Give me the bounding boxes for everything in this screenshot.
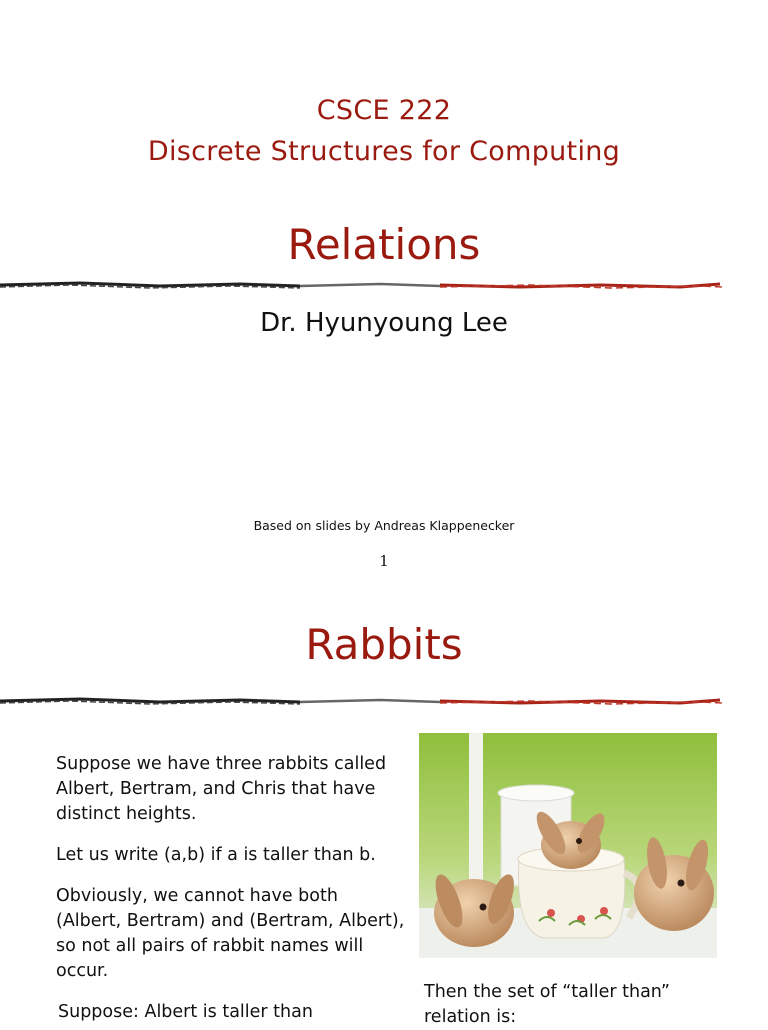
credit-note: Based on slides by Andreas Klappenecker (253, 518, 515, 533)
paragraph: Suppose: Albert is taller than (58, 1002, 313, 1022)
paragraph: Let us write (a,b) if a is taller than b. (56, 845, 376, 865)
slide-title: Relations (287, 220, 481, 269)
page-number: 1 (379, 552, 389, 570)
author-name: Dr. Hyunyoung Lee (260, 308, 508, 338)
divider-rule (0, 692, 768, 712)
divider-rule (0, 276, 768, 296)
rabbits-slide (0, 584, 768, 1027)
paragraph: Suppose we have three rabbits called Albert, Bertram, and Chris that have distinct heights. (56, 754, 387, 824)
photo-caption: Then the set of “taller than” relation is: (424, 982, 670, 1027)
paragraph: Obviously, we cannot have both (Albert, Bertram) and (Bertram, Albert), so not all pairs of rabbit names will occur. (56, 886, 405, 981)
course-name: Discrete Structures for Computing (147, 136, 621, 167)
rabbits-photo (419, 733, 717, 958)
course-code: CSCE 222 (316, 95, 452, 126)
slide-title: Rabbits (305, 620, 463, 669)
